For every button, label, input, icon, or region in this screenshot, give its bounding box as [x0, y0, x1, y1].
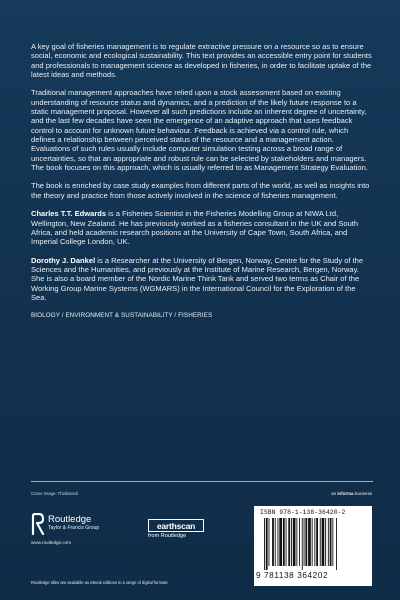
barcode-bar [320, 518, 321, 566]
barcode-bar [291, 518, 292, 566]
barcode-bar [332, 518, 333, 566]
barcode-bar [275, 518, 276, 566]
routledge-website: www.routledge.com [31, 540, 72, 545]
isbn-number: ISBN 978-1-138-36420-2 [260, 509, 346, 516]
cover-image-credit: Cover image: Thinkstock [31, 491, 79, 496]
routledge-logo [31, 513, 121, 545]
barcode-bar [314, 518, 315, 566]
barcode-bar [312, 518, 313, 566]
informa-tagline [331, 491, 372, 496]
barcode-bar [293, 518, 296, 566]
barcode-bar [278, 518, 279, 566]
author-name-dankel: Dorothy J. Dankel [31, 255, 96, 265]
blurb-paragraph-2: Traditional management approaches have relied upon a stock assessment based on existing understanding of resource status and dynamics, and a prediction of the likely future response to a static management proposal. However all such predictions include an inherent degree of uncertainty, and the last few decades have seen the emergence of an adaptive approach that uses feedback control to account for unknown future behaviour. Feedback is achieved via a control rule, which defines a relationship between perceived status of the resource and a management action. Evaluations of such rules usually include computer simulation testing across a broad range of uncertainties, so that an appropriate and robust rule can be selected by stakeholders and managers. The book focuses on this approach, which is usually referred to as Management Strategy Evaluation. [31, 88, 368, 172]
barcode-bar [336, 518, 337, 570]
author-text-dankel: is a Researcher at the University of Bergen, Norway, Centre for the Study of the Sciences and the Humanities, and previously at the Institute of Marine Research, Bergen, Norway. She is also a board member of the Nordic Marine Think Tank and served two terms as Chair of the Working Group Marine Systems (WGMARS) in the International Council for the Exploration of the Sea. [31, 255, 364, 303]
earthscan-wordmark: earthscan [148, 519, 204, 532]
blurb-paragraph-1: A key goal of fisheries management is to regulate extractive pressure on a resource so as to ensure social, economic and ecological sustainability. This text provides an accessible entry point for students and professionals to management science as developed in fisheries, in order to facilitate uptake of the latest ideas and methods. [31, 42, 372, 79]
routledge-group: Taylor & Francis Group [48, 525, 100, 531]
barcode-bar [302, 518, 303, 570]
earthscan-logo [148, 519, 206, 545]
barcode-bar [330, 518, 332, 566]
barcode-bar [299, 518, 300, 566]
blurb-column [31, 42, 373, 319]
barcode-bar [305, 518, 307, 566]
informa-suffix: business [353, 491, 372, 496]
barcode-bar [279, 518, 282, 566]
author-text-edwards: is a Fisheries Scientist in the Fisheries Modelling Group at NIWA Ltd, Wellington, New Zealand. He has previously worked as a fisheries consultant in the UK and South Africa, and held academic research positions at the University of Cape Town, South Africa, and Imperial College London, UK. [31, 209, 359, 247]
blurb-paragraph-3: The book is enriched by case study examples from different parts of the world, as well as insights into the theory and practice from those actively involved in the science of fisheries management. [31, 181, 370, 200]
barcode-bar [288, 518, 290, 566]
barcode-bar [283, 518, 285, 566]
author-name-edwards: Charles T.T. Edwards [31, 209, 107, 219]
barcode-digits: 9 781138 364202 [256, 571, 329, 580]
barcode-bar [264, 518, 265, 570]
barcode-bar [272, 518, 274, 566]
ebook-note: Routledge titles are available as eBook editions in a range of digital formats [31, 580, 168, 585]
barcode-bar [328, 518, 329, 566]
barcode-bar [325, 518, 326, 566]
barcode-bar [316, 518, 318, 566]
divider-line [31, 481, 373, 482]
barcode-bar [286, 518, 287, 566]
earthscan-from: from Routledge [148, 533, 187, 539]
informa-prefix: an [331, 491, 338, 496]
barcode-bar [269, 518, 270, 566]
routledge-name: Routledge [48, 514, 92, 525]
barcode-bar [296, 518, 297, 566]
author-bio-edwards [31, 209, 373, 246]
barcode-bar [266, 518, 268, 570]
author-bio-dankel [31, 256, 373, 302]
barcode-bar [304, 518, 305, 566]
barcode-icon [264, 518, 362, 570]
subject-categories: BIOLOGY / ENVIRONMENT & SUSTAINABILITY / FISHERIES [31, 311, 213, 319]
isbn-barcode [254, 506, 372, 586]
routledge-mark-icon [31, 513, 45, 535]
barcode-bar [308, 518, 311, 566]
barcode-bar [322, 518, 325, 566]
informa-brand: informa [337, 491, 354, 496]
